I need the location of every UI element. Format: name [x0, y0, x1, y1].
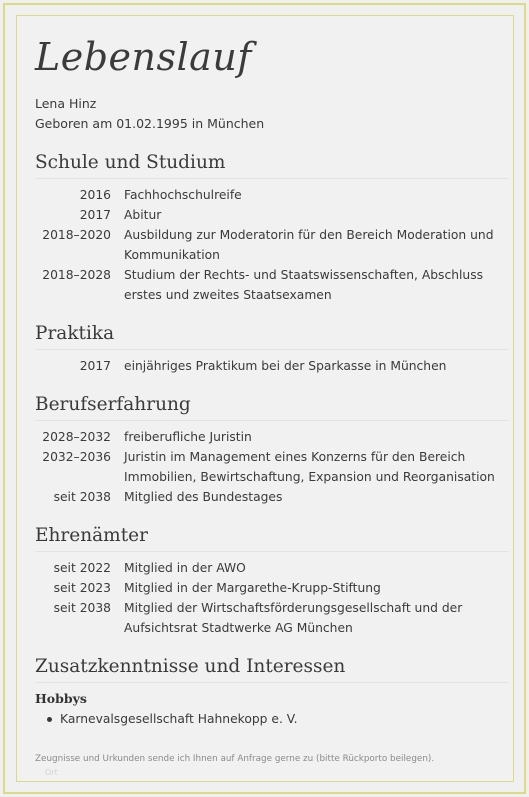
entry-text: Mitglied des Bundestages [124, 490, 283, 504]
entry-date: 2017 [79, 208, 111, 222]
entry-text: Fachhochschulreife [124, 188, 242, 202]
entry-row [35, 225, 509, 265]
entry-text: Studium der Rechts- und Staatswissenschaften, Abschluss erstes und zweites Staatsexamen [124, 268, 484, 302]
entry-row [35, 558, 509, 578]
entry-date: seit 2022 [53, 561, 111, 575]
entry-date: 2018–2028 [42, 268, 111, 282]
bullet-icon [47, 717, 52, 722]
person-birth: Geboren am 01.02.1995 in München [35, 116, 265, 131]
entry-date: 2016 [79, 188, 111, 202]
personal-info [35, 94, 509, 134]
entry-text: Abitur [124, 208, 162, 222]
section-beruf [35, 427, 509, 507]
entry-text: einjähriges Praktikum bei der Sparkasse in München [124, 359, 447, 373]
section-title-ehren: Ehrenämter [35, 525, 509, 552]
entry-text: Mitglied der Wirtschaftsförderungsgesellschaft und der Aufsichtsrat Stadtwerke AG München [124, 601, 463, 635]
section-ehren [35, 558, 509, 638]
cv-content [35, 34, 509, 777]
hobbies-heading: Hobbys [35, 691, 87, 706]
entry-text: Mitglied in der Margarethe-Krupp-Stiftung [124, 581, 381, 595]
hobby-list-item [35, 712, 509, 726]
entry-row [35, 185, 509, 205]
entry-row [35, 487, 509, 507]
section-title-schule: Schule und Studium [35, 152, 509, 179]
entry-date: seit 2038 [53, 490, 111, 504]
entry-text: Ausbildung zur Moderatorin für den Bereich Moderation und Kommunikation [124, 228, 494, 262]
section-title-zusatz: Zusatzkenntnisse und Interessen [35, 656, 509, 683]
entry-row [35, 205, 509, 225]
entry-row [35, 578, 509, 598]
person-name: Lena Hinz [35, 96, 97, 111]
entry-date: 2018–2020 [42, 228, 111, 242]
entry-date: 2017 [79, 359, 111, 373]
entry-date: 2028–2032 [42, 430, 111, 444]
entry-text: Mitglied in der AWO [124, 561, 246, 575]
section-schule [35, 185, 509, 305]
section-praktika [35, 356, 509, 376]
section-title-beruf: Berufserfahrung [35, 394, 509, 421]
hobby-text: Karnevalsgesellschaft Hahnekopp e. V. [60, 712, 298, 726]
entry-row [35, 356, 509, 376]
entry-date: seit 2038 [53, 601, 111, 615]
entry-text: Juristin im Management eines Konzerns für den Bereich Immobilien, Bewirtschaftung, Expansion und Reorganisation [124, 450, 495, 484]
entry-text: freiberufliche Juristin [124, 430, 252, 444]
entry-row [35, 265, 509, 305]
section-title-praktika: Praktika [35, 323, 509, 350]
footer-note: Zeugnisse und Urkunden sende ich Ihnen auf Anfrage gerne zu (bitte Rückporto beilegen). [35, 754, 435, 764]
entry-row [35, 447, 509, 487]
faint-mark: Ort [45, 768, 58, 777]
entry-row [35, 427, 509, 447]
entry-date: seit 2023 [53, 581, 111, 595]
entry-row [35, 598, 509, 638]
page-frame [3, 3, 526, 794]
entry-date: 2032–2036 [42, 450, 111, 464]
document-sheet [16, 15, 514, 782]
page-title: Lebenslauf [35, 35, 252, 79]
section-zusatz [35, 691, 509, 726]
